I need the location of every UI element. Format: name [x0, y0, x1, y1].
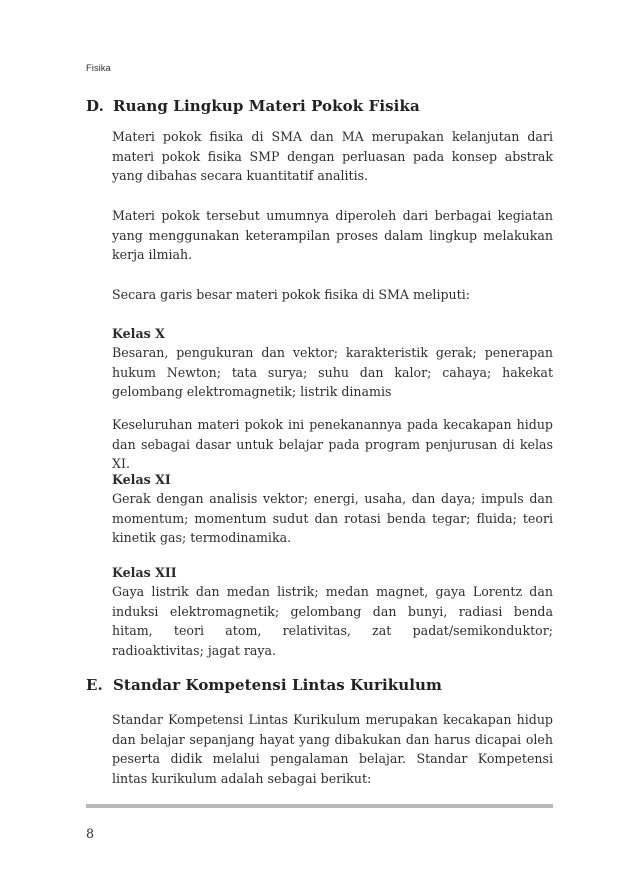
kelas-x-note: Keseluruhan materi pokok ini penekanannya pada kecakapan hidup dan sebagai dasar untuk belajar pada program penjurusan di kelas XI. [112, 417, 553, 471]
section-d-heading [86, 97, 420, 115]
section-e-number: E. [86, 676, 103, 694]
section-e-title: Standar Kompetensi Lintas Kurikulum [113, 676, 443, 694]
footer-divider [86, 804, 553, 808]
kelas-x-content: Besaran, pengukuran dan vektor; karakteristik gerak; penerapan hukum Newton; tata surya; suhu dan kalor; cahaya; hakekat gelombang elektromagnetik; listrik dinamis [112, 345, 553, 399]
page-number: 8 [86, 826, 95, 841]
kelas-x-title: Kelas X [112, 326, 165, 341]
kelas-xi-content: Gerak dengan analisis vektor; energi, usaha, dan daya; impuls dan momentum; momentum sudut dan rotasi benda tegar; fluida; teori kinetik gas; termodinamika. [112, 491, 553, 545]
kelas-xii-title: Kelas XII [112, 565, 177, 580]
section-d-paragraph-2: Materi pokok tersebut umumnya diperoleh dari berbagai kegiatan yang menggunakan keterampilan proses dalam lingkup melakukan kerja ilmiah. [112, 208, 553, 262]
section-e-heading [86, 676, 442, 694]
section-d-title: Ruang Lingkup Materi Pokok Fisika [113, 97, 420, 115]
kelas-xi-title: Kelas XI [112, 472, 171, 487]
section-d-paragraph-3: Secara garis besar materi pokok fisika di SMA meliputi: [112, 287, 470, 302]
section-d-paragraph-1: Materi pokok fisika di SMA dan MA merupakan kelanjutan dari materi pokok fisika SMP dengan perluasan pada konsep abstrak yang dibahas secara kuantitatif analitis. [112, 129, 553, 183]
section-d-number: D. [86, 97, 104, 115]
section-e-paragraph: Standar Kompetensi Lintas Kurikulum merupakan kecakapan hidup dan belajar sepanjang hayat yang dibakukan dan harus dicapai oleh peserta didik melalui pengalaman belajar. Standar Kompetensi lintas kurikulum adalah sebagai berikut: [112, 712, 553, 786]
kelas-xii-content: Gaya listrik dan medan listrik; medan magnet, gaya Lorentz dan induksi elektromagnetik; gelombang dan bunyi, radiasi benda hitam, teori atom, relativitas, zat padat/semikonduktor; radioaktivitas; jagat raya. [112, 584, 553, 658]
running-header: Fisika [86, 63, 111, 74]
